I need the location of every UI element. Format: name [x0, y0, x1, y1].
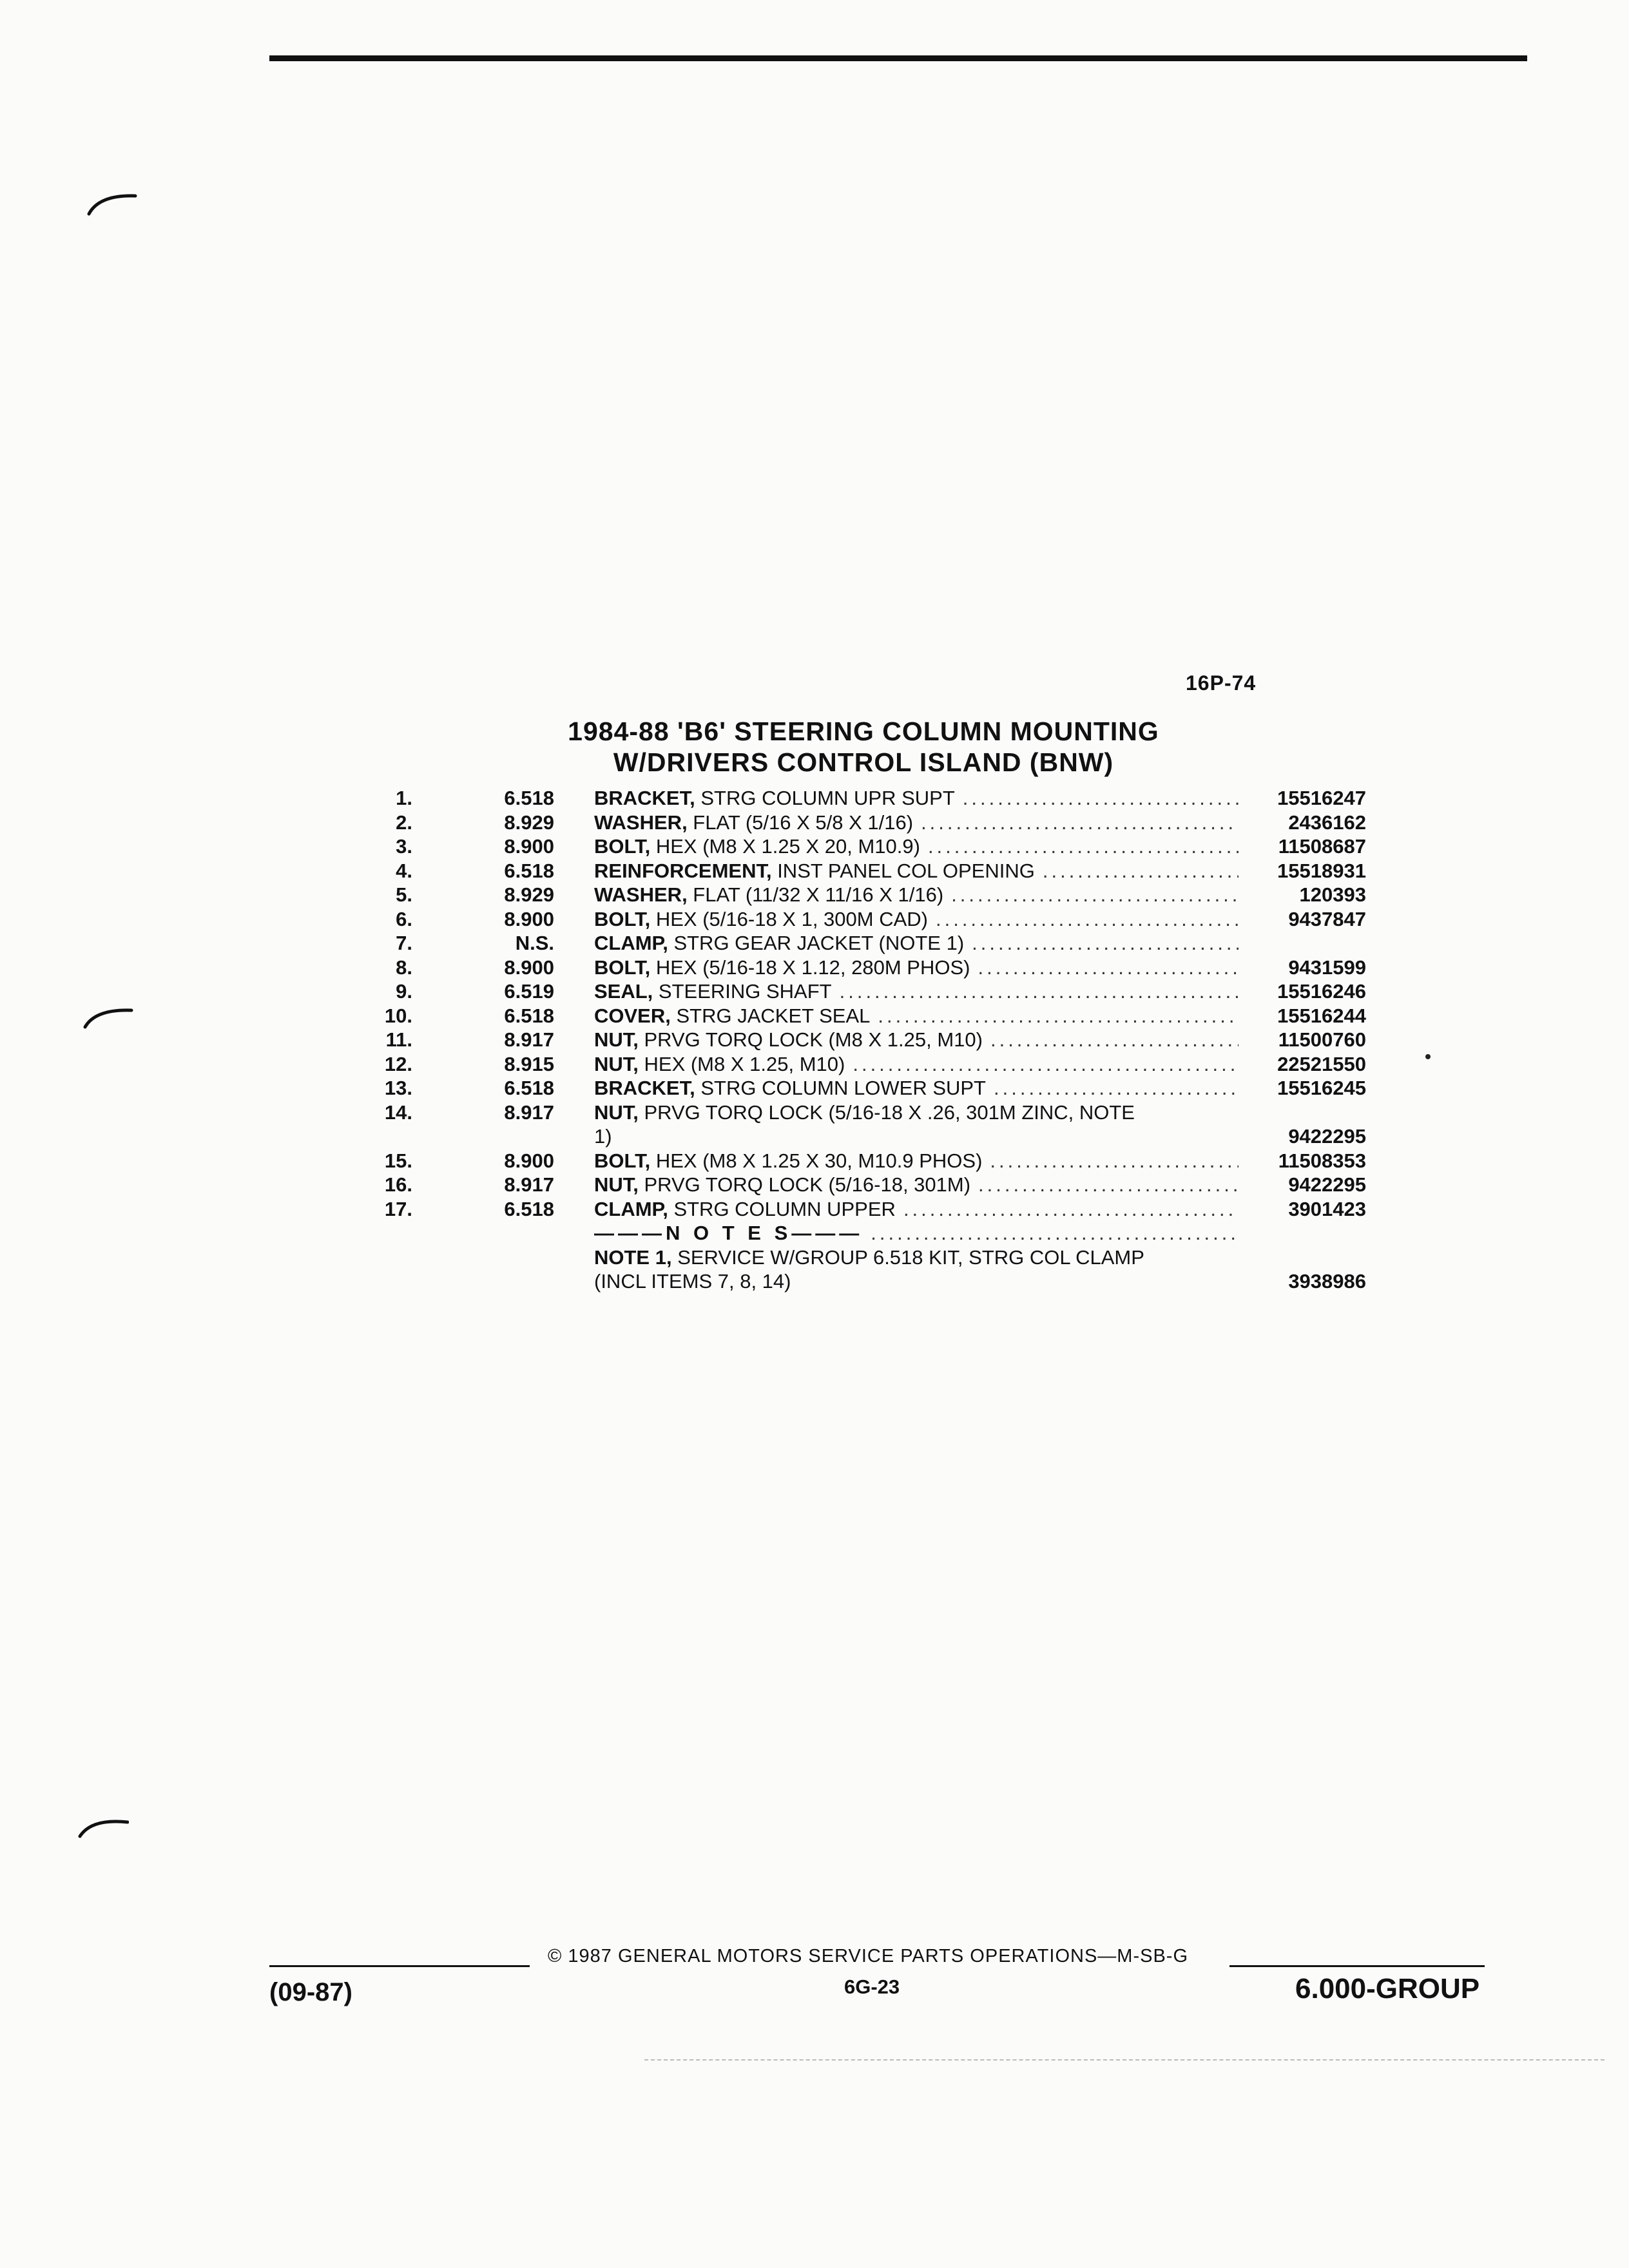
note-description-continued [594, 1269, 1239, 1294]
part-number: 120393 [1299, 883, 1366, 906]
item-number: 7. [396, 932, 412, 954]
footer-copyright: © 1987 GENERAL MOTORS SERVICE PARTS OPERATIONS—M-SB-G [548, 1946, 1188, 1966]
part-name: CLAMP, [594, 932, 668, 954]
parts-row [0, 907, 1629, 932]
part-detail: STRG JACKET SEAL [670, 1004, 871, 1027]
part-name: BOLT, [594, 907, 651, 930]
leader-dots [994, 1076, 1239, 1100]
parts-row [0, 979, 1629, 1004]
part-description [594, 1149, 1239, 1173]
item-number: 15. [384, 1149, 412, 1172]
part-detail: STEERING SHAFT [653, 980, 832, 1003]
part-description [594, 1052, 1239, 1077]
part-number: 15516244 [1277, 1004, 1366, 1027]
footer-page-number: 6G-23 [844, 1975, 900, 1998]
description-text [594, 811, 913, 835]
description-text [594, 834, 920, 859]
item-number: 9. [396, 980, 412, 1003]
description-text [594, 1052, 845, 1077]
leader-dots [921, 811, 1239, 835]
item-number: 1. [396, 787, 412, 809]
description-text [594, 1004, 870, 1028]
note-part-number: 3938986 [1288, 1270, 1366, 1293]
part-description [594, 811, 1239, 835]
part-description [594, 1173, 1239, 1197]
note-text [594, 1245, 1144, 1270]
parts-row [0, 1197, 1629, 1222]
part-number: 11508687 [1278, 835, 1366, 858]
description-text [594, 859, 1035, 883]
description-text [594, 1076, 986, 1100]
part-number: 9422295 [1288, 1125, 1366, 1148]
part-number: 11508353 [1278, 1149, 1366, 1172]
part-description [594, 956, 1239, 980]
parts-row [0, 1149, 1629, 1173]
note-row [0, 1245, 1629, 1294]
part-description [594, 786, 1239, 811]
item-number: 2. [396, 811, 412, 834]
leader-dots [978, 1173, 1239, 1197]
scan-mark-bottom [77, 1811, 129, 1849]
part-number: 3901423 [1288, 1197, 1366, 1220]
description-text [594, 931, 964, 956]
parts-row [0, 956, 1629, 980]
group-number: 8.917 [504, 1100, 554, 1124]
part-name: WASHER, [594, 811, 688, 834]
part-name: BOLT, [594, 1149, 651, 1172]
group-number: 6.518 [504, 1197, 554, 1220]
part-detail: STRG GEAR JACKET (NOTE 1) [668, 932, 965, 954]
leader-dots [951, 883, 1239, 907]
part-description [594, 859, 1239, 883]
part-number: 15518931 [1277, 859, 1366, 882]
part-detail-line2: 1) [594, 1125, 612, 1148]
part-name: NUT, [594, 1100, 639, 1124]
item-number: 13. [384, 1077, 412, 1099]
part-name: BOLT, [594, 835, 651, 858]
parts-row [0, 786, 1629, 811]
item-number: 11. [385, 1028, 412, 1051]
part-number: 9431599 [1288, 956, 1366, 979]
part-detail: PRVG TORQ LOCK (M8 X 1.25, M10) [638, 1028, 983, 1051]
description-text [594, 1149, 982, 1173]
part-number: 15516246 [1277, 980, 1366, 1003]
group-number: 6.518 [504, 859, 554, 882]
part-detail: STRG COLUMN LOWER SUPT [695, 1077, 986, 1099]
description-text [594, 979, 832, 1004]
parts-row [0, 1076, 1629, 1100]
footer-group: 6.000-GROUP [1295, 1973, 1480, 2004]
part-detail: HEX (M8 X 1.25 X 20, M10.9) [650, 835, 920, 858]
item-number: 4. [396, 859, 412, 882]
page-title: 1984-88 'B6' STEERING COLUMN MOUNTING [568, 716, 1159, 746]
part-description [594, 1028, 1239, 1052]
part-description [594, 1197, 1239, 1222]
footer-date: (09-87) [269, 1978, 352, 2006]
group-number: 8.917 [504, 1028, 554, 1051]
part-number: 22521550 [1277, 1052, 1366, 1075]
part-detail: STRG COLUMN UPR SUPT [695, 787, 955, 809]
item-number: 17. [384, 1197, 412, 1220]
part-detail: HEX (5/16-18 X 1, 300M CAD) [650, 907, 928, 930]
part-name: BOLT, [594, 956, 651, 979]
page-subtitle: W/DRIVERS CONTROL ISLAND (BNW) [613, 747, 1114, 777]
item-number: 3. [396, 835, 412, 858]
group-number: 6.518 [504, 1077, 554, 1099]
leader-dots [903, 1197, 1239, 1222]
item-number: 5. [396, 883, 412, 906]
part-description [594, 1100, 1239, 1125]
part-number: 15516245 [1277, 1077, 1366, 1099]
part-number: 15516247 [1277, 787, 1366, 809]
parts-row [0, 1173, 1629, 1197]
group-number: N.S. [515, 932, 554, 954]
part-detail: HEX (M8 X 1.25 X 30, M10.9 PHOS) [650, 1149, 983, 1172]
group-number: 6.518 [504, 787, 554, 809]
part-number: 9437847 [1288, 907, 1366, 930]
item-number: 6. [396, 907, 412, 930]
part-detail: FLAT (5/16 X 5/8 X 1/16) [687, 811, 914, 834]
part-name: NUT, [594, 1028, 639, 1051]
parts-row [0, 1100, 1629, 1149]
part-description [594, 1076, 1239, 1100]
speck [1425, 1054, 1431, 1059]
notes-heading-row [0, 1221, 1629, 1245]
part-name: BRACKET, [594, 1077, 695, 1099]
group-number: 8.915 [504, 1052, 554, 1075]
leader-dots [990, 1028, 1239, 1052]
footer-rule-right [1229, 1965, 1485, 1967]
leader-dots [990, 1149, 1239, 1173]
leader-dots [853, 1052, 1239, 1077]
leader-dots [1043, 859, 1239, 883]
part-description-continued [594, 1124, 1239, 1149]
item-number: 8. [396, 956, 412, 979]
leader-dots [936, 907, 1239, 932]
parts-row [0, 1028, 1629, 1052]
parts-list [0, 786, 1629, 1294]
group-number: 6.519 [504, 980, 554, 1003]
note-detail: SERVICE W/GROUP 6.518 KIT, STRG COL CLAMP [671, 1245, 1144, 1269]
parts-row [0, 1052, 1629, 1077]
leader-dots [928, 834, 1239, 859]
part-number: 11500760 [1278, 1028, 1366, 1051]
parts-row [0, 883, 1629, 907]
note-description [594, 1245, 1239, 1270]
description-text [594, 883, 943, 907]
description-text [594, 1100, 1135, 1125]
part-detail: FLAT (11/32 X 11/16 X 1/16) [687, 883, 944, 906]
parts-row [0, 811, 1629, 835]
group-number: 8.900 [504, 956, 554, 979]
parts-row [0, 931, 1629, 956]
part-detail: HEX (5/16-18 X 1.12, 280M PHOS) [650, 956, 970, 979]
parts-row [0, 1004, 1629, 1028]
group-number: 8.917 [504, 1173, 554, 1196]
part-name: NUT, [594, 1052, 639, 1075]
part-description [594, 979, 1239, 1004]
page-code: 16P-74 [1186, 671, 1257, 695]
description-text [594, 1028, 983, 1052]
part-name: REINFORCEMENT, [594, 859, 772, 882]
part-detail: INST PANEL COL OPENING [771, 859, 1035, 882]
leader-dots [840, 979, 1239, 1004]
part-detail: HEX (M8 X 1.25, M10) [638, 1052, 845, 1075]
part-detail: PRVG TORQ LOCK (5/16-18, 301M) [638, 1173, 971, 1196]
part-description [594, 834, 1239, 859]
part-description [594, 1004, 1239, 1028]
item-number: 10. [384, 1004, 412, 1027]
part-name: SEAL, [594, 980, 653, 1003]
leader-dots [978, 956, 1239, 980]
part-name: COVER, [594, 1004, 671, 1027]
note-detail-line2: (INCL ITEMS 7, 8, 14) [594, 1270, 791, 1293]
description-text [594, 956, 970, 980]
leader-dots [878, 1004, 1239, 1028]
part-number: 9422295 [1288, 1173, 1366, 1196]
notes-heading [594, 1221, 1239, 1245]
item-number: 16. [384, 1173, 412, 1196]
parts-row [0, 834, 1629, 859]
part-name: CLAMP, [594, 1197, 668, 1220]
part-detail: STRG COLUMN UPPER [668, 1197, 896, 1220]
description-text [594, 786, 955, 811]
top-rule [269, 55, 1527, 61]
part-number: 2436162 [1288, 811, 1366, 834]
notes-heading-text: ———N O T E S——— [594, 1222, 863, 1244]
group-number: 8.929 [504, 883, 554, 906]
footer-dashed-rule [644, 2059, 1605, 2061]
group-number: 8.929 [504, 811, 554, 834]
part-description [594, 931, 1239, 956]
description-text [594, 907, 928, 932]
part-description [594, 907, 1239, 932]
description-text [594, 1173, 970, 1197]
item-number: 12. [384, 1052, 412, 1075]
part-detail: PRVG TORQ LOCK (5/16-18 X .26, 301M ZINC, NOTE [638, 1100, 1135, 1124]
footer-rule-left [269, 1965, 530, 1967]
note-label: NOTE 1, [594, 1245, 672, 1269]
group-number: 8.900 [504, 907, 554, 930]
group-number: 8.900 [504, 1149, 554, 1172]
parts-row [0, 859, 1629, 883]
leader-dots [963, 786, 1239, 811]
scan-mark-top [86, 188, 138, 227]
leader-dots [871, 1221, 1239, 1245]
group-number: 6.518 [504, 1004, 554, 1027]
part-name: BRACKET, [594, 787, 695, 809]
part-name: NUT, [594, 1173, 639, 1196]
description-text [594, 1197, 896, 1222]
item-number: 14. [384, 1100, 412, 1124]
group-number: 8.900 [504, 835, 554, 858]
leader-dots [972, 931, 1239, 956]
part-name: WASHER, [594, 883, 688, 906]
part-description [594, 883, 1239, 907]
